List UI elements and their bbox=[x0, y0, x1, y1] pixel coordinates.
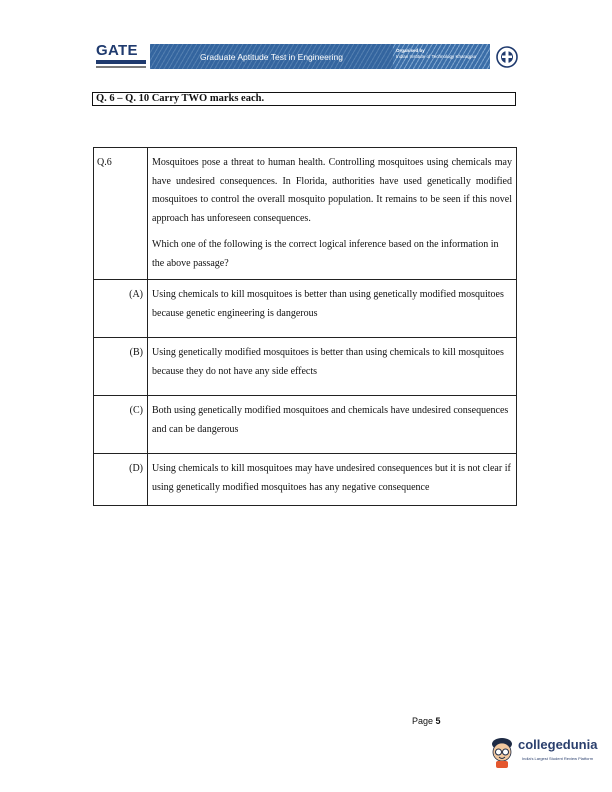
page-label: Page bbox=[412, 716, 434, 726]
question-row bbox=[94, 148, 517, 280]
option-row-d[interactable] bbox=[94, 454, 517, 506]
page-number bbox=[412, 716, 441, 726]
gate-logo-underline bbox=[96, 66, 146, 68]
question-passage: Mosquitoes pose a threat to human health. Controlling mosquitoes using chemicals may have undesired consequences. In Florida, authorities have used genetically modified mosquitoes to control the overall mosquito population. It remains to be seen if this novel approach has unforeseen consequences. bbox=[152, 157, 512, 224]
page-header bbox=[96, 40, 520, 76]
page-number-value: 5 bbox=[435, 716, 441, 726]
option-row-c[interactable] bbox=[94, 396, 517, 454]
option-text-d: Using chemicals to kill mosquitoes may have undesired consequences but it is not clear if using genetically modified mosquitoes has any negative consequence bbox=[148, 454, 517, 506]
brand-name: collegedunia bbox=[518, 737, 598, 752]
gate-logo bbox=[96, 42, 148, 72]
option-text-a: Using chemicals to kill mosquitoes is better than using genetically modified mosquitoes because genetic engineering is dangerous bbox=[148, 280, 517, 338]
question-number: Q.6 bbox=[94, 148, 148, 280]
banner-organizer bbox=[396, 48, 486, 60]
option-row-a[interactable] bbox=[94, 280, 517, 338]
organizer-name: Indian Institute of Technology Kharagpur bbox=[396, 54, 477, 59]
question-table bbox=[93, 147, 517, 506]
iit-kharagpur-emblem-icon bbox=[496, 44, 518, 70]
gate-logo-bar bbox=[96, 60, 146, 64]
question-prompt: Which one of the following is the correct logical inference based on the information in the above passage? bbox=[152, 239, 499, 269]
option-text-c: Both using genetically modified mosquitoes and chemicals have undesired consequences and can be dangerous bbox=[148, 396, 517, 454]
collegedunia-logo bbox=[488, 734, 608, 774]
header-banner bbox=[150, 44, 490, 69]
gate-logo-text: GATE bbox=[96, 42, 138, 59]
option-label-c: (C) bbox=[94, 396, 148, 454]
option-text-b: Using genetically modified mosquitoes is better than using chemicals to kill mosquitoes because they do not have any side effects bbox=[148, 338, 517, 396]
banner-title: Graduate Aptitude Test in Engineering bbox=[199, 51, 344, 62]
brand-tagline: India's Largest Student Review Platform bbox=[522, 756, 594, 761]
section-heading: Q. 6 – Q. 10 Carry TWO marks each. bbox=[92, 92, 516, 106]
option-label-b: (B) bbox=[94, 338, 148, 396]
option-row-b[interactable] bbox=[94, 338, 517, 396]
organizer-label: Organised by bbox=[396, 48, 425, 53]
mascot-icon bbox=[488, 734, 518, 770]
banner-title-area bbox=[150, 44, 393, 69]
option-label-a: (A) bbox=[94, 280, 148, 338]
question-body bbox=[148, 148, 517, 280]
option-label-d: (D) bbox=[94, 454, 148, 506]
